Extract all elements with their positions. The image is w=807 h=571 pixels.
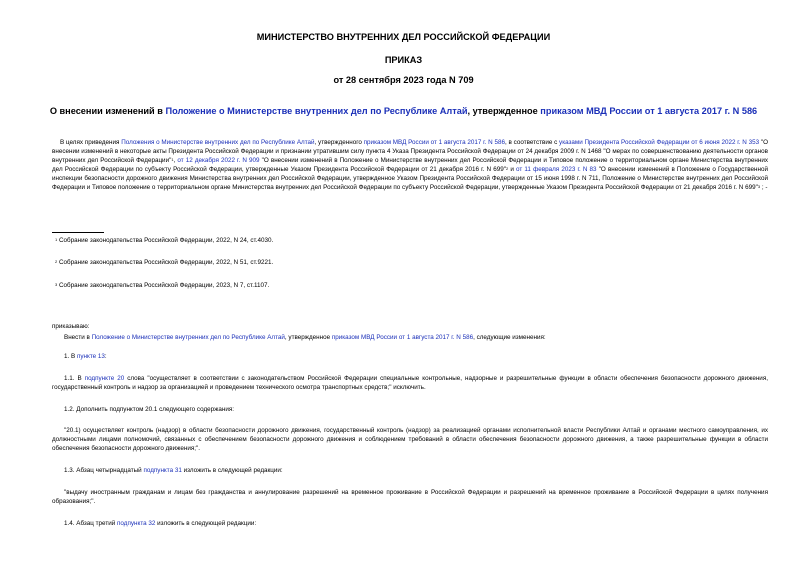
- footnote-mark: 1: [55, 237, 58, 242]
- preamble-text: , в соответствие с: [505, 139, 560, 146]
- preamble-link-order[interactable]: приказом МВД России от 1 августа 2017 г. N 586: [363, 139, 505, 146]
- footnote-text: Собрание законодательства Российской Федерации, 2022, N 51, ст.9221.: [58, 259, 274, 266]
- item-text: изложить в следующей редакции:: [181, 467, 283, 474]
- link-point-13[interactable]: пункте 13: [76, 353, 105, 360]
- footnote-ref-2[interactable]: 2: [505, 165, 509, 171]
- intro-paragraph: [64, 334, 546, 343]
- title-text: О внесении изменений в: [49, 106, 166, 116]
- order-word: приказываю:: [52, 323, 90, 330]
- title-link-regulation[interactable]: Положение о Министерстве внутренних дел по Республике Алтай: [165, 106, 468, 116]
- preamble-text: ,: [173, 156, 178, 164]
- item-text: 1.4. Абзац третий: [64, 520, 118, 527]
- preamble-text: "О внесении изменений в Положение о Государственной инспекции безопасности дорожного движения Министерства внутренних дел Российской Федерации, утвержденное Указом Президента Российской Федерации от 15 июня 1998 г. N 711, Положение о Министерстве внутренних дел Российской Федерации и Типовое положение о территориальном органе Министерства внутренних дел Российской Федерации по субъекту Российской Федерации, утвержденные Указом Президента Российской Федерации от 21 декабря 2016 г. N 699": [52, 165, 769, 191]
- link-subpoint-20[interactable]: подпункте 20: [84, 375, 125, 382]
- intro-link-order[interactable]: приказом МВД России от 1 августа 2017 г. N 586: [331, 334, 474, 341]
- intro-text: , утвержденное: [284, 334, 332, 341]
- title-link-order[interactable]: приказом МВД России от 1 августа 2017 г. N 586: [540, 106, 758, 116]
- intro-link-regulation[interactable]: Положение о Министерстве внутренних дел по Республике Алтай: [91, 334, 285, 341]
- footnote-text: Собрание законодательства Российской Федерации, 2023, N 7, ст.1107.: [58, 282, 270, 289]
- item-text: 1.1. В: [64, 375, 85, 382]
- preamble-paragraph: [52, 139, 768, 192]
- footnote-ref-1[interactable]: 1: [171, 156, 174, 162]
- preamble-link-decree-353[interactable]: указами Президента Российской Федерации от 6 июня 2022 г. N 353: [559, 139, 760, 146]
- preamble-text: ; -: [760, 183, 768, 191]
- footnote-text: Собрание законодательства Российской Федерации, 2022, N 24, ст.4030.: [58, 237, 274, 244]
- preamble-text: В целях приведения: [60, 139, 122, 146]
- title-text: , утвержденное: [467, 106, 541, 116]
- intro-text: , следующие изменения:: [473, 334, 546, 341]
- doc-date-number: от 28 сентября 2023 года N 709: [333, 75, 474, 85]
- link-subpoint-31[interactable]: подпункта 31: [143, 467, 182, 474]
- preamble-text: "О внесении изменений в Положение о Министерстве внутренних дел Российской Федерации и Типовое положение о территориальном органе Министерства внутренних дел Российской Федерации по субъекту Российской Федерации, утвержденные Указом Президента Российской Федерации от 21 декабря 2016 г. N 699": [52, 156, 769, 173]
- preamble-link-decree-909[interactable]: от 12 декабря 2022 г. N 909: [177, 156, 260, 164]
- item-text: :: [104, 353, 107, 360]
- preamble-link-regulation[interactable]: Положения о Министерстве внутренних дел по Республике Алтай: [121, 139, 315, 146]
- item-text: изложить в следующей редакции:: [155, 520, 257, 527]
- preamble-text: "О внесении изменений в некоторые акты Президента Российской Федерации и признании утратившим силу пункта 4 Указа Президента Российской Федерации от 24 декабря 2009 г. N 1468 "О мерах по совершенствованию деятельности органов внутренних дел Российской Федерации": [52, 139, 768, 164]
- preamble-link-decree-83[interactable]: от 11 февраля 2023 г. N 83: [516, 165, 597, 173]
- footnote-1: [55, 237, 273, 246]
- preamble-text: и: [508, 165, 517, 173]
- preamble-text: , утвержденного: [314, 139, 364, 146]
- quote-foreigners: "выдачу иностранным гражданам и лицам без гражданства и аннулирование разрешений на временное проживание в Российской Федерации и разрешений на временное проживание в Российской Федерации в целях получения образования;".: [52, 489, 768, 505]
- quote-20-1: "20.1) осуществляет контроль (надзор) в области безопасности дорожного движения, государственный контроль (надзор) за реализацией органами исполнительной власти Республики Алтай и органами местного самоуправления, их должностными лицами полномочий, связанных с обеспечением безопасности дорожного движения и соблюдением требований в области обеспечения безопасности дорожного движения, а также разрешительные функции в области обеспечения безопасности дорожного движения;".: [52, 427, 768, 452]
- intro-text: Внести в: [64, 334, 92, 341]
- footnote-divider: [52, 232, 104, 233]
- ministry-heading: МИНИСТЕРСТВО ВНУТРЕННИХ ДЕЛ РОССИЙСКОЙ ФЕДЕРАЦИИ: [256, 32, 551, 42]
- item-1-3: [64, 467, 283, 476]
- item-1-2: 1.2. Дополнить подпунктом 20.1 следующего содержания:: [64, 406, 235, 413]
- doc-title: [0, 106, 807, 116]
- footnote-mark: 3: [55, 282, 58, 287]
- footnote-ref-3[interactable]: 3: [757, 183, 761, 189]
- link-subpoint-32[interactable]: подпункта 32: [117, 520, 156, 527]
- footnote-mark: 2: [55, 259, 58, 264]
- footnote-3: [55, 282, 269, 291]
- item-1: [64, 353, 107, 362]
- item-text: слова "осуществляет в соответствии с законодательством Российской Федерации специальные контрольные, надзорные и разрешительные функции в области обеспечения безопасности дорожного движения, государственный контроль и надзор за организацией и проведением технического осмотра транспортных средств;" исключить.: [52, 375, 768, 391]
- doc-type-heading: ПРИКАЗ: [384, 55, 423, 65]
- item-1-1: [52, 375, 768, 393]
- footnote-2: [55, 259, 273, 268]
- item-text: 1. В: [64, 353, 77, 360]
- item-text: 1.3. Абзац четырнадцатый: [64, 467, 144, 474]
- item-1-4: [64, 520, 256, 529]
